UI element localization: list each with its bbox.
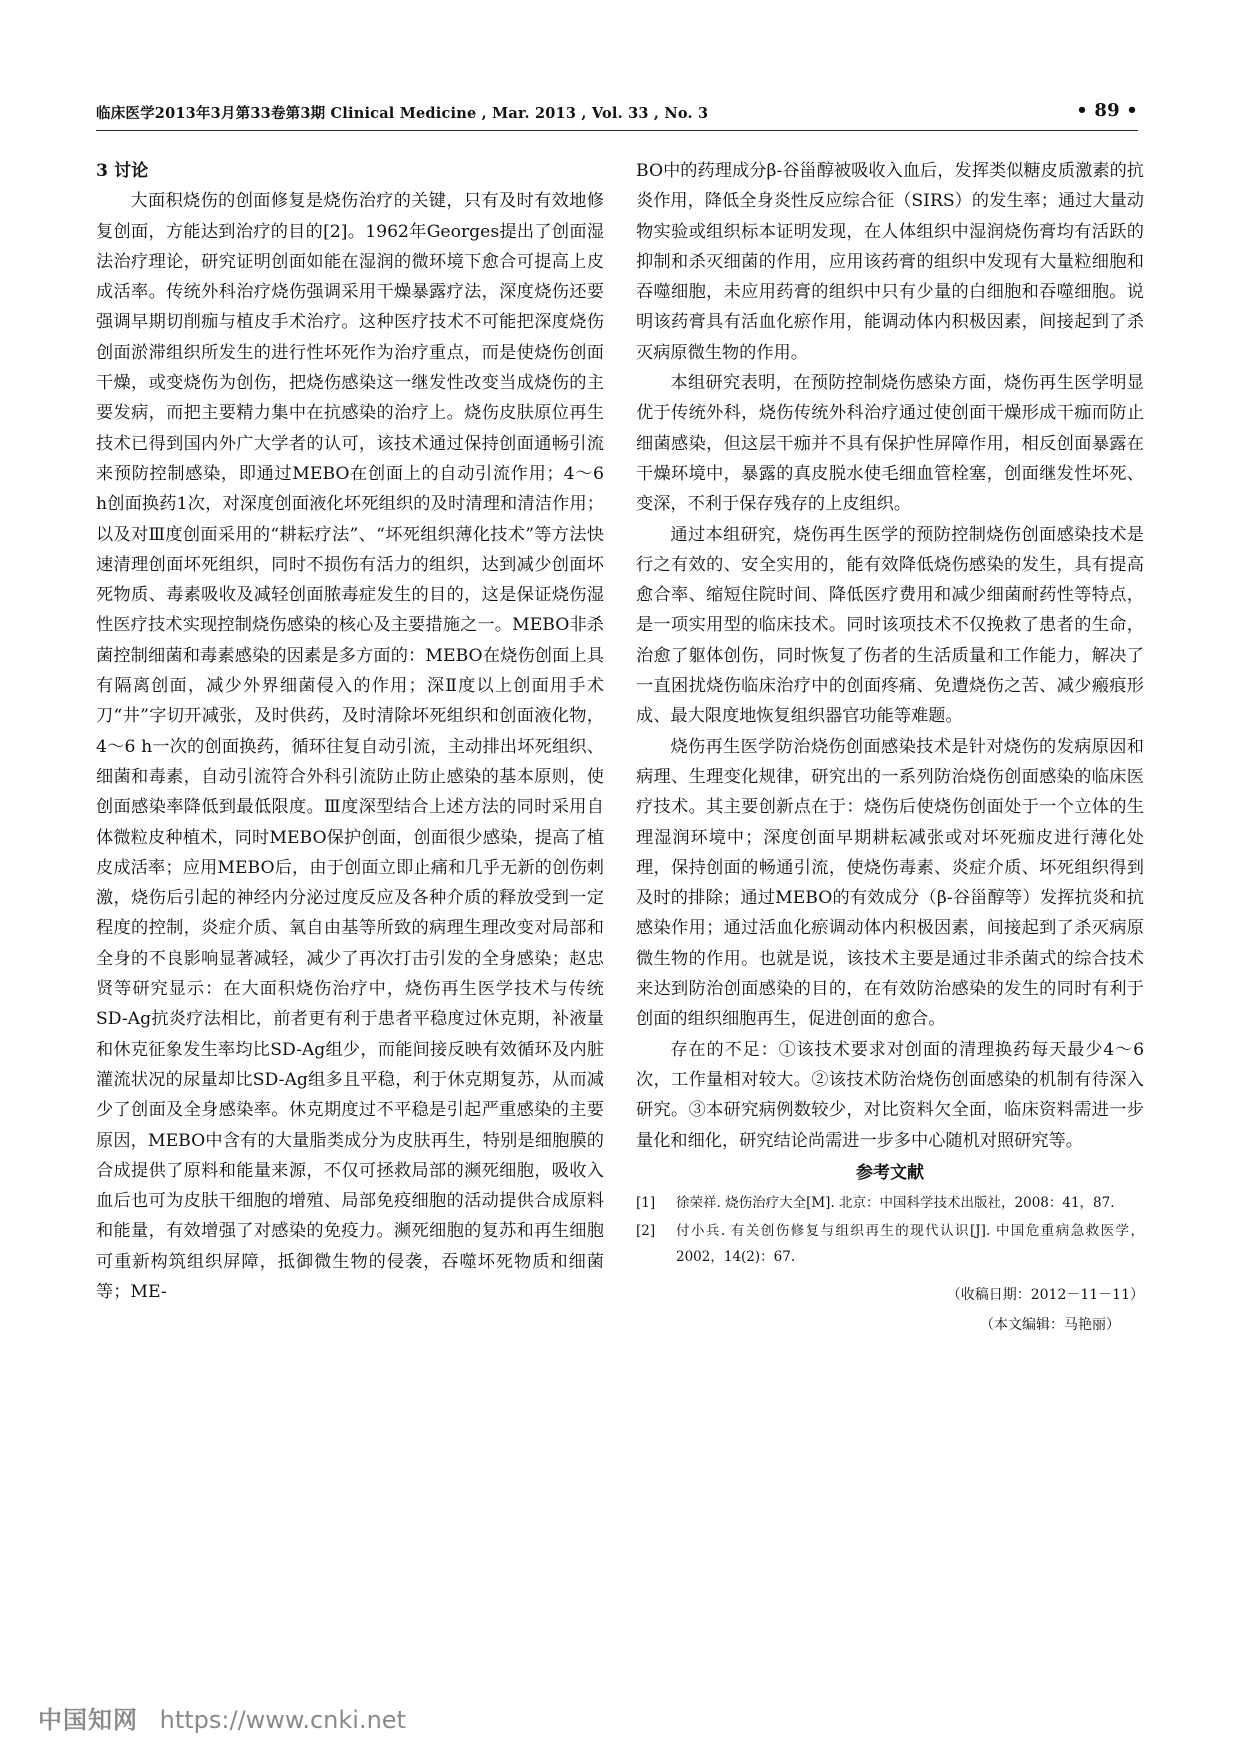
received-date: （收稿日期：2012－11－11） (946, 1287, 1144, 1304)
body-paragraph: 大面积烧伤的创面修复是烧伤治疗的关键，只有及时有效地修复创面，方能达到治疗的目的[2]。1962年Georges提出了创面湿法治疗理论，研究证明创面如能在湿润的微环境下愈合可提高上皮成活率。传统外科治疗烧伤强调采用干燥暴露疗法，深度烧伤还要强调早期切削痂与植皮手术治疗。这种医疗技术不可能把深度烧伤创面淤滞组织所发生的进行性坏死作为治疗重点，而是使烧伤创面干燥，或变烧伤为创伤，把烧伤感染这一继发性改变当成烧伤的主要发病，而把主要精力集中在抗感染的治疗上。烧伤皮肤原位再生技术已得到国内外广大学者的认可，该技术通过保持创面通畅引流来预防控制感染，即通过MEBO在创面上的自动引流作用；4～6 h创面换药1次，对深度创面液化坏死组织的及时清理和清洁作用；以及对Ⅲ度创面采用的“耕耘疗法”、“坏死组织薄化技术”等方法快速清理创面坏死组织，同时不损伤有活力的组织，达到减少创面坏死物质、毒素吸收及减轻创面脓毒症发生的目的，这是保证烧伤湿性医疗技术实现控制烧伤感染的核心及主要措施之一。MEBO非杀菌控制细菌和毒素感染的因素是多方面的：MEBO在烧伤创面上具有隔离创面，减少外界细菌侵入的作用；深Ⅱ度以上创面用手术刀“井”字切开减张，及时供药，及时清除坏死组织和创面液化物，4～6 h一次的创面换药，循环往复自动引流，主动排出坏死组织、细菌和毒素，自动引流符合外科引流防止防止感染的基本原则，使创面感染率降低到最低限度。Ⅲ度深型结合上述方法的同时采用自体微粒皮种植术，同时MEBO保护创面，创面很少感染，提高了植皮成活率；应用MEBO后，由于创面立即止痛和几乎无新的创伤刺激，烧伤后引起的神经内分泌过度反应及各种介质的释放受到一定程度的控制，炎症介质、氧自由基等所致的病理生理改变对局部和全身的不良影响显著减轻，减少了再次打击引发的全身感染；赵忠贤等研究显示：在大面积烧伤治疗中，烧伤再生医学技术与传统SD-Ag抗炎疗法相比，前者更有利于患者平稳度过休克期，补液量和休克征象发生率均比SD-Ag组少，而能间接反映有效循环及内脏灌流状况的尿量却比SD-Ag组多且平稳，利于休克期复苏，从而减少了创面及全身感染率。休克期度过不平稳是引起严重感染的主要原因，MEBO中含有的大量脂类成分为皮肤再生，特别是细胞膜的合成提供了原料和能量来源，不仅可拯救局部的濒死细胞，吸收入血后也可为皮肤干细胞的增殖、局部免疫细胞的活动提供合成原料和能量，有效增强了对感染的免疫力。濒死细胞的复苏和再生细胞可重新构筑组织屏障，抵御微生物的侵袭，吞噬坏死物质和细菌等；ME- (96, 191, 604, 1302)
cnki-watermark (38, 1700, 406, 1735)
reference-number: [1] (636, 1195, 656, 1212)
body-paragraph: 本组研究表明，在预防控制烧伤感染方面，烧伤再生医学明显优于传统外科，烧伤传统外科治疗通过使创面干燥形成干痂而防止细菌感染，但这层干痂并不具有保护性屏障作用，相反创面暴露在干燥环境中，暴露的真皮脱水使毛细血管栓塞，创面继发性坏死、变深，不利于保存残存的上皮组织。 (636, 373, 1144, 515)
cnki-url[interactable]: https://www.cnki.net (159, 1706, 406, 1734)
header-rule (96, 130, 1138, 131)
editor-note: （本文编辑：马艳丽） (980, 1317, 1120, 1334)
running-header (96, 100, 1138, 126)
reference-number: [2] (636, 1223, 656, 1240)
cnki-brand: 中国知网 (38, 1706, 138, 1734)
body-paragraph: BO中的药理成分β-谷甾醇被吸收入血后，发挥类似糖皮质激素的抗炎作用，降低全身炎性反应综合征（SIRS）的发生率；通过大量动物实验或组织标本证明发现，在人体组织中湿润烧伤膏均有活跃的抑制和杀灭细菌的作用，应用该药膏的组织中发现有大量粒细胞和吞噬细胞，未应用药膏的组织中只有少量的白细胞和吞噬细胞。说明该药膏具有活血化瘀作用，能调动体内积极因素，间接起到了杀灭病原微生物的作用。 (636, 161, 1144, 363)
section-title: 3 讨论 (96, 161, 149, 181)
reference-text: 付小兵. 有关创伤修复与组织再生的现代认识[J]. 中国危重病急救医学，2002，14(2)：67. (676, 1223, 1144, 1266)
references-heading: 参考文献 (856, 1162, 924, 1183)
page-number: • 89 • (1076, 100, 1138, 121)
reference-item (636, 1190, 1144, 1216)
reference-item (636, 1218, 1144, 1270)
body-paragraph: 存在的不足：①该技术要求对创面的清理换药每天最少4～6次，工作量相对较大。②该技术防治烧伤创面感染的机制有待深入研究。③本研究病例数较少，对比资料欠全面，临床资料需进一步量化和细化，研究结论尚需进一步多中心随机对照研究等。 (636, 1039, 1144, 1151)
reference-text: 徐荣祥. 烧伤治疗大全[M]. 北京：中国科学技术出版社，2008：41，87. (676, 1195, 1115, 1212)
body-paragraph: 烧伤再生医学防治烧伤创面感染技术是针对烧伤的发病原因和病理、生理变化规律，研究出的一系列防治烧伤创面感染的临床医疗技术。其主要创新点在于：烧伤后使烧伤创面处于一个立体的生理湿润环境中；深度创面早期耕耘减张或对坏死痂皮进行薄化处理，保持创面的畅通引流，使烧伤毒素、炎症介质、坏死组织得到及时的排除；通过MEBO的有效成分（β-谷甾醇等）发挥抗炎和抗感染作用；通过活血化瘀调动体内积极因素，间接起到了杀灭病原微生物的作用。也就是说，该技术主要是通过非杀菌式的综合技术来达到防治创面感染的目的，在有效防治感染的发生的同时有利于创面的组织细胞再生，促进创面的愈合。 (636, 736, 1144, 1030)
right-column (636, 156, 1144, 1340)
left-column (96, 156, 604, 1307)
body-paragraph: 通过本组研究，烧伤再生医学的预防控制烧伤创面感染技术是行之有效的、安全实用的，能有效降低烧伤感染的发生，具有提高愈合率、缩短住院时间、降低医疗费用和减少细菌耐药性等特点，是一项实用型的临床技术。同时该项技术不仅挽救了患者的生命，治愈了躯体创伤，同时恢复了伤者的生活质量和工作能力，解决了一直困扰烧伤临床治疗中的创面疼痛、免遭烧伤之苦、减少瘢痕形成、最大限度地恢复组织器官功能等难题。 (636, 524, 1144, 727)
journal-header: 临床医学2013年3月第33卷第3期 Clinical Medicine , Mar. 2013 , Vol. 33 , No. 3 (96, 105, 709, 122)
